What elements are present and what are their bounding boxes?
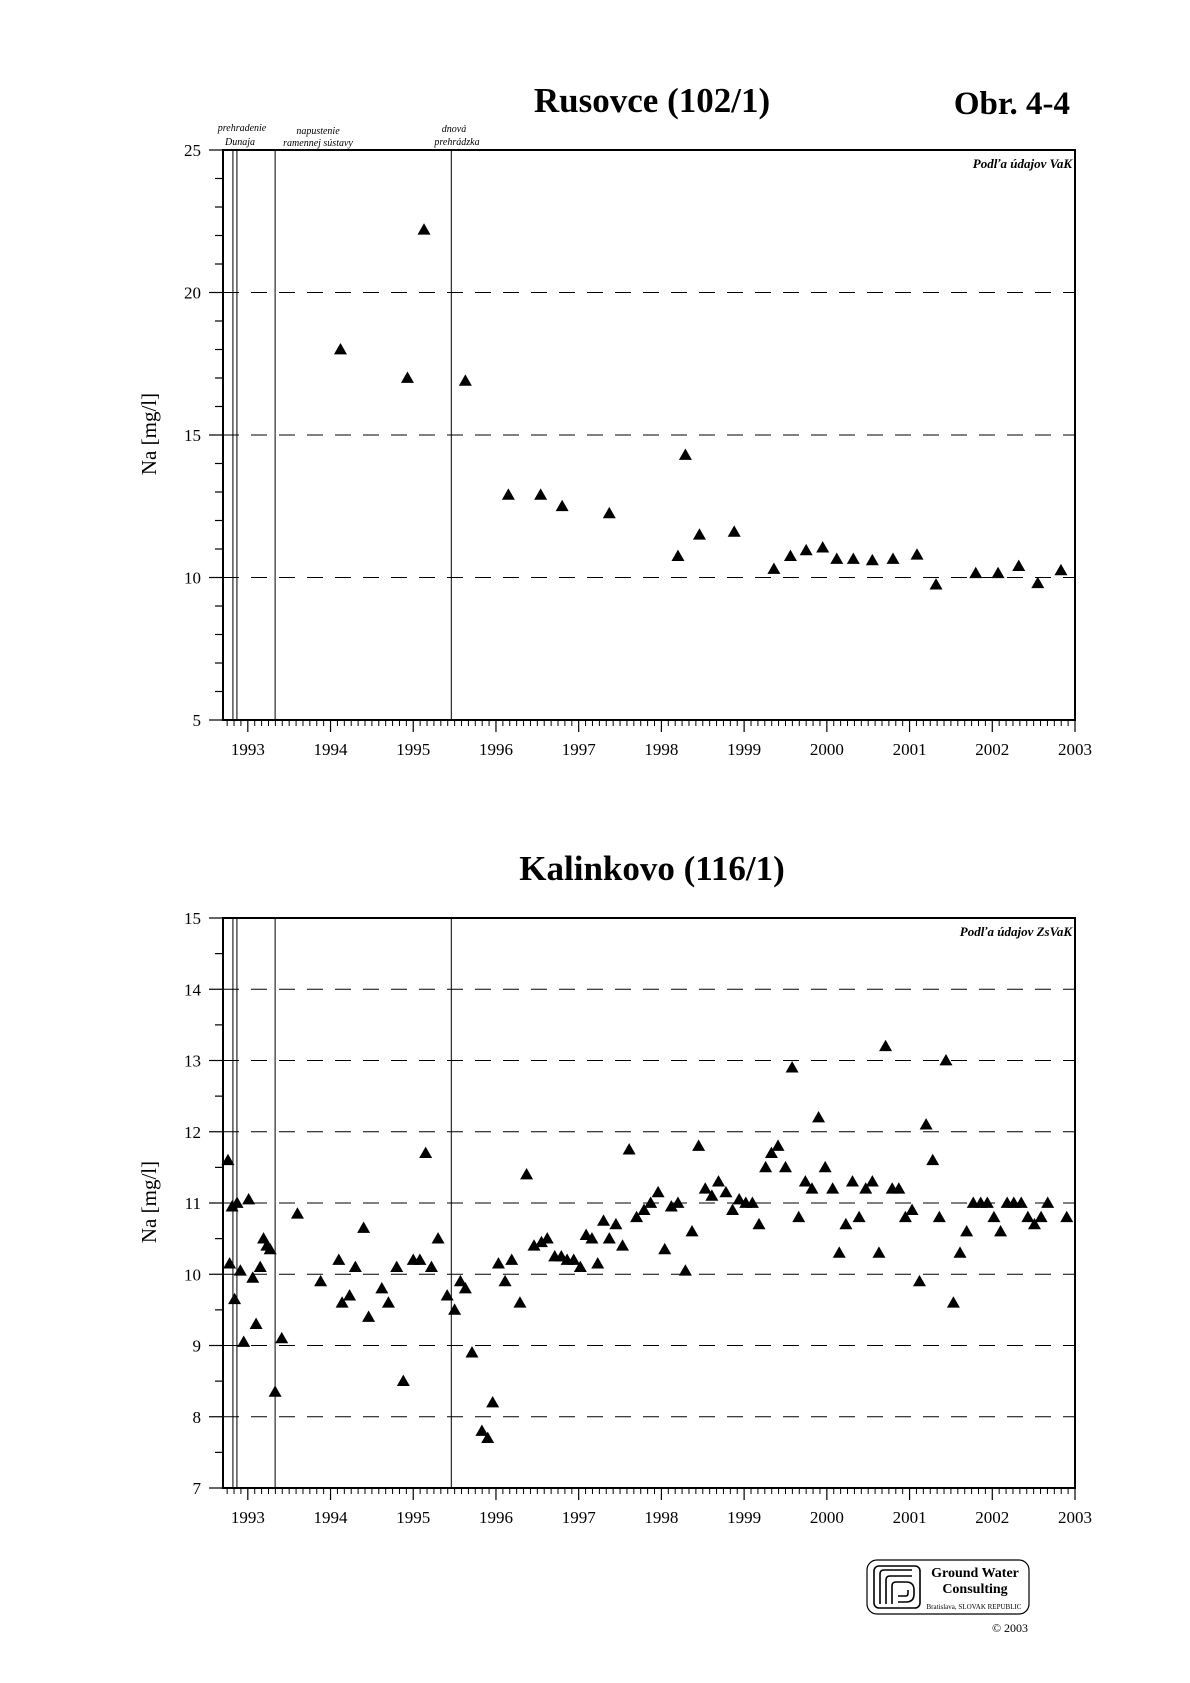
- source-note-kalinkovo: Podľa údajov ZsVaK: [959, 924, 1072, 939]
- event-label-branch-filling-line1: napustenie: [296, 126, 340, 137]
- data-point-kalinkovo: [920, 1118, 933, 1129]
- data-points-kalinkovo: [221, 1040, 1073, 1443]
- data-point-kalinkovo: [357, 1221, 370, 1232]
- data-point-kalinkovo: [719, 1186, 732, 1197]
- data-point-kalinkovo: [616, 1239, 629, 1250]
- data-point-kalinkovo: [644, 1197, 657, 1208]
- data-point-kalinkovo: [699, 1182, 712, 1193]
- data-point-kalinkovo: [759, 1161, 772, 1172]
- data-point-kalinkovo: [686, 1225, 699, 1236]
- y-axis-label-kalinkovo: Na [mg/l]: [137, 1160, 161, 1244]
- copyright: © 2003: [991, 1621, 1029, 1635]
- x-tick-label-kalinkovo: 1994: [313, 1508, 348, 1527]
- data-point-rusovce: [728, 525, 741, 536]
- data-point-kalinkovo: [866, 1175, 879, 1186]
- y-tick-label-rusovce: 10: [184, 568, 201, 588]
- event-label-underwater-weir-line1: dnová: [441, 124, 467, 135]
- x-tick-label-kalinkovo: 1997: [561, 1508, 596, 1527]
- data-point-kalinkovo: [603, 1232, 616, 1243]
- y-tick-label-rusovce: 15: [184, 426, 201, 445]
- data-point-kalinkovo: [726, 1204, 739, 1215]
- gridlines-rusovce: [223, 293, 1075, 578]
- y-tick-label-rusovce: 5: [192, 711, 201, 730]
- data-point-rusovce: [830, 552, 843, 563]
- data-point-rusovce: [784, 550, 797, 561]
- x-tick-label-rusovce: 2003: [1058, 740, 1092, 759]
- y-tick-label-kalinkovo: 15: [184, 909, 201, 928]
- data-point-kalinkovo: [839, 1218, 852, 1229]
- data-point-rusovce: [800, 544, 813, 555]
- data-points-rusovce: [334, 223, 1067, 589]
- data-point-kalinkovo: [692, 1140, 705, 1151]
- data-point-rusovce: [887, 552, 900, 563]
- event-label-damming-line1: prehradenie: [217, 123, 267, 134]
- data-point-kalinkovo: [879, 1040, 892, 1051]
- x-tick-label-kalinkovo: 1995: [396, 1508, 431, 1527]
- data-point-kalinkovo: [275, 1332, 288, 1343]
- data-point-rusovce: [930, 578, 943, 589]
- data-point-kalinkovo: [419, 1147, 432, 1158]
- data-point-kalinkovo: [679, 1264, 692, 1275]
- data-point-kalinkovo: [513, 1296, 526, 1307]
- data-point-kalinkovo: [652, 1186, 665, 1197]
- data-point-kalinkovo: [833, 1246, 846, 1257]
- data-point-kalinkovo: [520, 1168, 533, 1179]
- data-point-kalinkovo: [1021, 1211, 1034, 1222]
- axes-rusovce: [184, 141, 1092, 759]
- data-point-kalinkovo: [448, 1303, 461, 1314]
- data-point-kalinkovo: [242, 1193, 255, 1204]
- data-point-kalinkovo: [933, 1211, 946, 1222]
- data-point-rusovce: [671, 550, 684, 561]
- figure-label: Obr. 4-4: [953, 86, 1070, 122]
- data-point-kalinkovo: [349, 1261, 362, 1272]
- y-tick-label-rusovce: 25: [184, 141, 201, 160]
- y-axis-label-rusovce: Na [mg/l]: [137, 392, 161, 476]
- logo-line-2: Consulting: [942, 1582, 1008, 1597]
- y-tick-label-kalinkovo: 14: [184, 980, 201, 1000]
- x-tick-label-kalinkovo: 2002: [975, 1508, 1010, 1527]
- x-tick-label-rusovce: 1998: [644, 740, 679, 759]
- y-tick-label-kalinkovo: 8: [192, 1407, 201, 1427]
- data-point-kalinkovo: [246, 1271, 259, 1282]
- data-point-rusovce: [693, 528, 706, 539]
- data-point-rusovce: [911, 548, 924, 559]
- data-point-kalinkovo: [926, 1154, 939, 1165]
- data-point-kalinkovo: [505, 1254, 518, 1265]
- data-point-rusovce: [334, 343, 347, 354]
- data-point-rusovce: [1054, 564, 1067, 575]
- data-point-kalinkovo: [362, 1311, 375, 1322]
- data-point-rusovce: [767, 562, 780, 573]
- y-tick-label-rusovce: 20: [184, 283, 201, 303]
- x-tick-label-kalinkovo: 2003: [1058, 1508, 1092, 1527]
- data-point-kalinkovo: [228, 1293, 241, 1304]
- data-point-kalinkovo: [223, 1257, 236, 1268]
- y-tick-label-kalinkovo: 11: [184, 1194, 201, 1213]
- data-point-kalinkovo: [425, 1261, 438, 1272]
- x-tick-label-rusovce: 2002: [975, 740, 1010, 759]
- data-point-kalinkovo: [960, 1225, 973, 1236]
- data-point-kalinkovo: [812, 1111, 825, 1122]
- data-point-kalinkovo: [939, 1054, 952, 1065]
- kalinkovo-chart: [137, 849, 1092, 1527]
- data-point-kalinkovo: [591, 1257, 604, 1268]
- data-point-kalinkovo: [597, 1214, 610, 1225]
- data-point-kalinkovo: [623, 1143, 636, 1154]
- data-point-rusovce: [418, 223, 431, 234]
- x-tick-label-kalinkovo: 2000: [809, 1508, 844, 1527]
- data-point-kalinkovo: [250, 1318, 263, 1329]
- data-point-kalinkovo: [397, 1375, 410, 1386]
- data-point-kalinkovo: [671, 1197, 684, 1208]
- ground-water-consulting-logo: [867, 1560, 1029, 1635]
- data-point-kalinkovo: [954, 1246, 967, 1257]
- data-point-kalinkovo: [343, 1289, 356, 1300]
- data-point-rusovce: [1012, 560, 1025, 571]
- x-tick-label-kalinkovo: 2001: [892, 1508, 927, 1527]
- x-tick-label-kalinkovo: 1999: [727, 1508, 762, 1527]
- y-tick-label-kalinkovo: 10: [184, 1265, 201, 1285]
- y-tick-label-kalinkovo: 9: [192, 1336, 201, 1356]
- data-point-kalinkovo: [269, 1385, 282, 1396]
- data-point-kalinkovo: [390, 1261, 403, 1272]
- event-labels: [217, 123, 480, 149]
- y-tick-label-kalinkovo: 7: [192, 1479, 201, 1498]
- x-tick-label-rusovce: 1996: [478, 740, 513, 759]
- data-point-kalinkovo: [906, 1204, 919, 1215]
- x-tick-label-kalinkovo: 1996: [478, 1508, 513, 1527]
- data-point-kalinkovo: [1060, 1211, 1073, 1222]
- data-point-kalinkovo: [1041, 1197, 1054, 1208]
- data-point-rusovce: [401, 372, 414, 383]
- event-label-branch-filling-line2: ramennej sústavy: [283, 138, 353, 149]
- x-tick-label-kalinkovo: 1993: [230, 1508, 265, 1527]
- x-tick-label-rusovce: 1993: [230, 740, 265, 759]
- data-point-kalinkovo: [382, 1296, 395, 1307]
- data-point-kalinkovo: [994, 1225, 1007, 1236]
- data-point-kalinkovo: [234, 1264, 247, 1275]
- data-point-kalinkovo: [658, 1243, 671, 1254]
- x-tick-label-rusovce: 1999: [727, 740, 762, 759]
- data-point-kalinkovo: [237, 1335, 250, 1346]
- data-point-rusovce: [679, 448, 692, 459]
- logo-line-1: Ground Water: [931, 1566, 1019, 1581]
- data-point-kalinkovo: [314, 1275, 327, 1286]
- data-point-kalinkovo: [332, 1254, 345, 1265]
- data-point-kalinkovo: [779, 1161, 792, 1172]
- data-point-kalinkovo: [254, 1261, 267, 1272]
- y-tick-label-kalinkovo: 13: [184, 1051, 201, 1071]
- x-tick-label-rusovce: 2001: [892, 740, 927, 759]
- data-point-kalinkovo: [872, 1246, 885, 1257]
- data-point-kalinkovo: [609, 1218, 622, 1229]
- logo-line-3: Bratislava, SLOVAK REPUBLIC: [926, 1603, 1022, 1611]
- data-point-kalinkovo: [853, 1211, 866, 1222]
- data-point-kalinkovo: [486, 1396, 499, 1407]
- x-tick-label-rusovce: 1995: [396, 740, 431, 759]
- data-point-kalinkovo: [499, 1275, 512, 1286]
- y-tick-label-kalinkovo: 12: [184, 1122, 201, 1142]
- data-point-rusovce: [969, 567, 982, 578]
- event-label-damming-line2: Dunaja: [225, 137, 255, 148]
- data-point-kalinkovo: [492, 1257, 505, 1268]
- event-label-underwater-weir-line2: prehrádzka: [434, 137, 480, 148]
- data-point-kalinkovo: [792, 1211, 805, 1222]
- rusovce-chart: [137, 81, 1092, 759]
- data-point-rusovce: [556, 500, 569, 511]
- data-point-kalinkovo: [799, 1175, 812, 1186]
- data-point-kalinkovo: [772, 1140, 785, 1151]
- data-point-kalinkovo: [913, 1275, 926, 1286]
- data-point-rusovce: [459, 374, 472, 385]
- x-tick-label-rusovce: 1994: [313, 740, 348, 759]
- data-point-kalinkovo: [465, 1346, 478, 1357]
- data-point-rusovce: [816, 541, 829, 552]
- source-note-rusovce: Podľa údajov VaK: [972, 156, 1072, 171]
- data-point-rusovce: [502, 488, 515, 499]
- data-point-rusovce: [1031, 577, 1044, 588]
- chart-title-kalinkovo: Kalinkovo (116/1): [519, 849, 785, 888]
- x-tick-label-rusovce: 1997: [561, 740, 596, 759]
- chart-title-rusovce: Rusovce (102/1): [533, 81, 771, 120]
- data-point-kalinkovo: [786, 1061, 799, 1072]
- data-point-kalinkovo: [753, 1218, 766, 1229]
- x-tick-label-kalinkovo: 1998: [644, 1508, 679, 1527]
- data-point-kalinkovo: [291, 1207, 304, 1218]
- data-point-kalinkovo: [541, 1232, 554, 1243]
- data-point-kalinkovo: [947, 1296, 960, 1307]
- data-point-kalinkovo: [826, 1182, 839, 1193]
- data-point-rusovce: [847, 552, 860, 563]
- data-point-rusovce: [603, 507, 616, 518]
- data-point-rusovce: [992, 567, 1005, 578]
- data-point-kalinkovo: [432, 1232, 445, 1243]
- data-point-kalinkovo: [712, 1175, 725, 1186]
- x-tick-label-rusovce: 2000: [809, 740, 844, 759]
- data-point-rusovce: [534, 488, 547, 499]
- data-point-rusovce: [866, 554, 879, 565]
- data-point-kalinkovo: [819, 1161, 832, 1172]
- data-point-kalinkovo: [987, 1211, 1000, 1222]
- data-point-kalinkovo: [375, 1282, 388, 1293]
- data-point-kalinkovo: [1035, 1211, 1048, 1222]
- data-point-kalinkovo: [846, 1175, 859, 1186]
